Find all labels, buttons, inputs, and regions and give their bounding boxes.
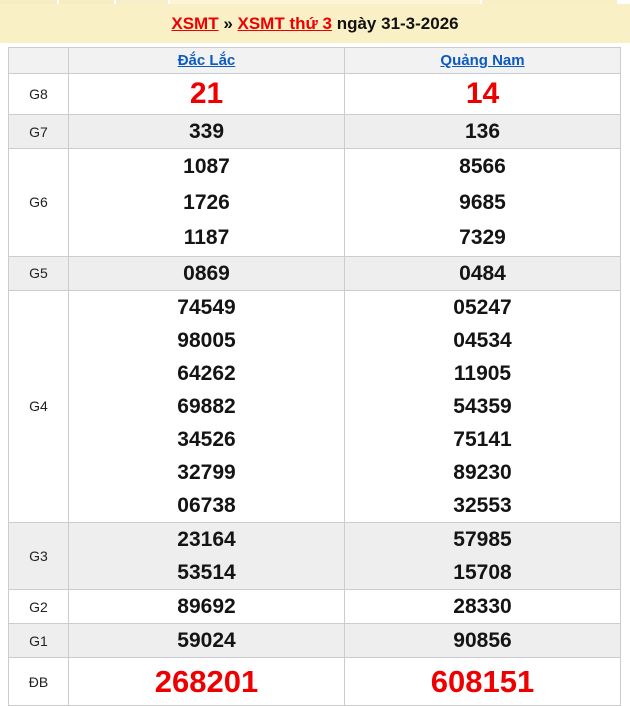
prize-label: G8	[9, 74, 69, 115]
table-header-row	[9, 48, 621, 74]
result-number: 75141	[453, 427, 512, 451]
result-number: 14	[465, 77, 500, 110]
prize-label: G6	[9, 149, 69, 257]
result-cell-quang-nam	[345, 149, 621, 257]
column-header-dac-lac	[69, 48, 345, 74]
result-number: 0869	[183, 261, 230, 285]
result-cell-quang-nam	[345, 523, 621, 590]
result-cell-quang-nam	[345, 624, 621, 658]
result-cell-quang-nam	[345, 256, 621, 290]
result-number: 06738	[177, 494, 236, 518]
result-number: 53514	[177, 561, 236, 585]
result-number: 69882	[177, 394, 236, 418]
xsmt-link[interactable]: XSMT	[171, 13, 219, 33]
result-number: 54359	[453, 394, 512, 418]
result-number: 7329	[459, 226, 506, 249]
result-cell-quang-nam	[345, 658, 621, 706]
prize-label: G1	[9, 624, 69, 658]
result-number: 28330	[453, 595, 512, 619]
province-link-quang-nam[interactable]: Quảng Nam	[440, 52, 525, 69]
result-number: 23164	[177, 528, 236, 552]
result-cell-dac-lac	[69, 624, 345, 658]
xsmt-weekday-link[interactable]: XSMT thứ 3	[237, 13, 332, 33]
result-cell-quang-nam	[345, 590, 621, 624]
prize-row-g5	[9, 256, 621, 290]
result-cell-quang-nam	[345, 290, 621, 523]
result-number: 89230	[453, 460, 512, 484]
prize-row-g6	[9, 149, 621, 257]
result-number: 59024	[177, 629, 236, 653]
prize-row-g2	[9, 590, 621, 624]
result-number: 268201	[154, 664, 259, 700]
results-tbody	[9, 74, 621, 706]
result-number: 8566	[459, 155, 506, 178]
result-cell-dac-lac	[69, 149, 345, 257]
result-cell-dac-lac	[69, 523, 345, 590]
result-number: 1087	[183, 155, 230, 178]
result-number: 9685	[459, 190, 506, 214]
result-cell-dac-lac	[69, 658, 345, 706]
prize-label: ĐB	[9, 658, 69, 706]
result-number: 0484	[459, 261, 506, 285]
tab-edge	[170, 0, 480, 4]
tab-edge	[482, 0, 617, 4]
prize-label: G3	[9, 523, 69, 590]
prize-label: G5	[9, 256, 69, 290]
result-number: 04534	[453, 328, 512, 352]
result-number: 05247	[453, 295, 512, 319]
result-number: 32553	[453, 494, 512, 518]
title-separator: »	[218, 13, 238, 33]
page-title	[0, 4, 630, 43]
result-number: 57985	[453, 528, 512, 552]
result-cell-dac-lac	[69, 256, 345, 290]
result-cell-quang-nam	[345, 74, 621, 115]
result-cell-dac-lac	[69, 590, 345, 624]
result-number: 34526	[177, 427, 236, 451]
prize-row-g7	[9, 115, 621, 149]
prize-row-g1	[9, 624, 621, 658]
result-number: 98005	[177, 328, 236, 352]
prize-label: G7	[9, 115, 69, 149]
result-cell-quang-nam	[345, 115, 621, 149]
prize-row-g3	[9, 523, 621, 590]
result-number: 90856	[453, 629, 512, 653]
result-cell-dac-lac	[69, 74, 345, 115]
tab-edge	[617, 0, 630, 4]
column-header-quang-nam	[345, 48, 621, 74]
result-number: 15708	[453, 561, 512, 585]
tab-edge	[116, 0, 168, 4]
result-number: 136	[464, 120, 501, 143]
result-cell-dac-lac	[69, 115, 345, 149]
tab-edge	[59, 0, 114, 4]
prize-row-db	[9, 658, 621, 706]
tab-edge	[0, 0, 57, 4]
prize-row-g4	[9, 290, 621, 523]
province-link-dac-lac[interactable]: Đắc Lắc	[177, 52, 236, 69]
result-number: 89692	[177, 595, 236, 619]
result-number: 21	[189, 77, 224, 110]
result-number: 1726	[183, 190, 230, 214]
results-table	[8, 47, 621, 706]
result-number: 1187	[183, 226, 230, 249]
corner-cell	[9, 48, 69, 74]
result-number: 64262	[177, 361, 236, 385]
prize-row-g8	[9, 74, 621, 115]
result-cell-dac-lac	[69, 290, 345, 523]
result-number: 11905	[453, 361, 512, 385]
title-date: ngày 31-3-2026	[331, 13, 459, 33]
prize-label: G2	[9, 590, 69, 624]
result-number: 74549	[177, 295, 236, 319]
result-number: 339	[188, 120, 225, 143]
browser-tab-strip	[0, 0, 630, 4]
result-number: 608151	[430, 664, 535, 700]
result-number: 32799	[177, 460, 236, 484]
prize-label: G4	[9, 290, 69, 523]
